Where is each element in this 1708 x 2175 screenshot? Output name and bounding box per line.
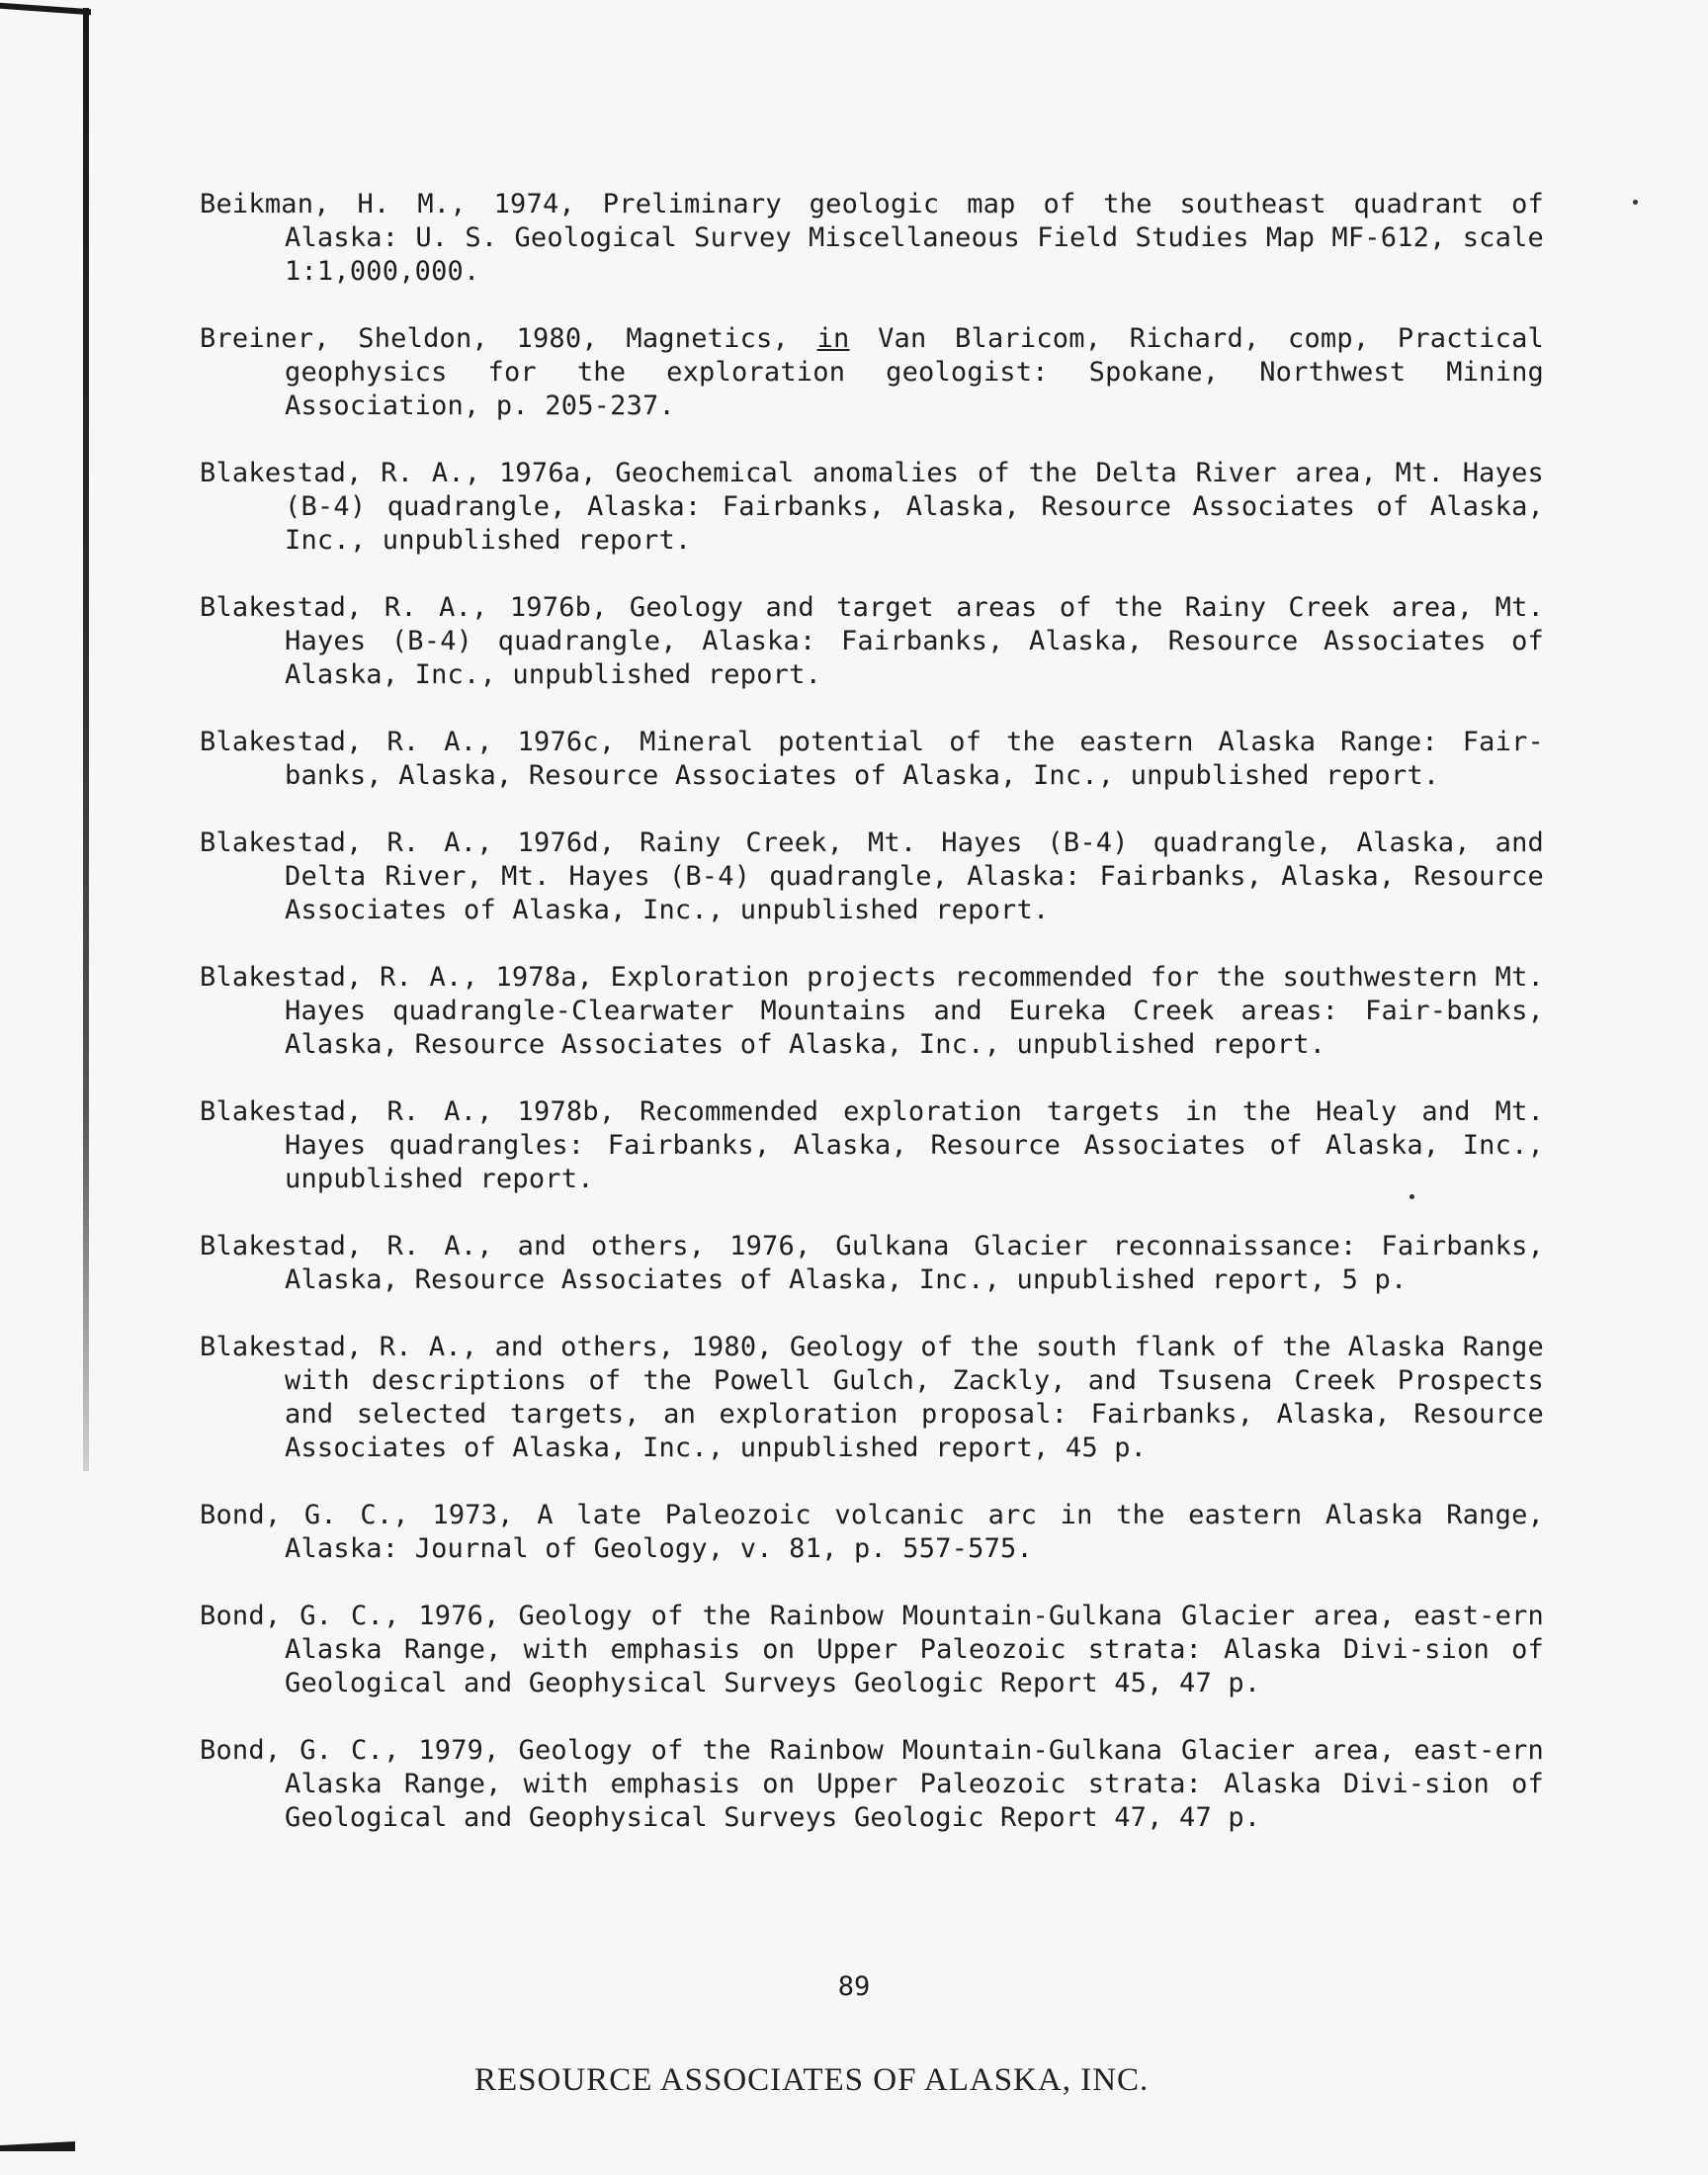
reference-text: Blakestad, R. A., 1978a, Exploration projects recommended for the southwestern Mt. Hayes quadrangle-Clearwater Mountains and Eureka Creek areas: Fair-banks, Alaska, Resource Associates of Alaska, Inc., unpublished report.: [200, 962, 1544, 1060]
reference-text: Beikman, H. M., 1974, Preliminary geologic map of the southeast quadrant of Alaska: U. S. Geological Survey Miscellaneous Field Studies Map MF-612, scale 1:1,000,000.: [200, 189, 1544, 287]
scan-speck: [1633, 200, 1638, 205]
footer-company-name: RESOURCE ASSOCIATES OF ALASKA, INC.: [474, 2062, 1150, 2098]
reference-entry: [200, 591, 1544, 692]
reference-text: Blakestad, R. A., 1976c, Mineral potential of the eastern Alaska Range: Fair-banks, Alaska, Resource Associates of Alaska, Inc., unpublished report.: [200, 727, 1544, 791]
reference-entry: [200, 1230, 1544, 1297]
reference-underlined-text: in: [816, 323, 850, 354]
reference-entry: [200, 1331, 1544, 1465]
reference-text: Bond, G. C., 1979, Geology of the Rainbow Mountain-Gulkana Glacier area, east-ern Alaska Range, with emphasis on Upper Paleozoic strata: Alaska Divi-sion of Geological and Geophysical Surveys Geologic Report 47, 47 p.: [200, 1735, 1544, 1833]
reference-text: Blakestad, R. A., 1978b, Recommended exploration targets in the Healy and Mt. Hayes quadrangles: Fairbanks, Alaska, Resource Associates of Alaska, Inc., unpublished report.: [200, 1096, 1544, 1194]
reference-entry: [200, 726, 1544, 793]
reference-text: Breiner, Sheldon, 1980, Magnetics,: [200, 323, 817, 354]
reference-text: Bond, G. C., 1973, A late Paleozoic volcanic arc in the eastern Alaska Range, Alaska: Journal of Geology, v. 81, p. 557-575.: [200, 1500, 1544, 1564]
reference-entry: [200, 1499, 1544, 1566]
reference-entry: [200, 961, 1544, 1062]
reference-entry: [200, 1600, 1544, 1700]
reference-entry: [200, 1095, 1544, 1196]
reference-entry: [200, 457, 1544, 558]
reference-text: Blakestad, R. A., and others, 1976, Gulkana Glacier reconnaissance: Fairbanks, Alaska, Resource Associates of Alaska, Inc., unpublished report, 5 p.: [200, 1231, 1544, 1295]
page-number: 89: [837, 1971, 871, 2002]
reference-text: Van Blaricom, Richard, comp, Practical geophysics for the exploration geologist: Spokane, Northwest Mining Association, p. 205-237.: [285, 323, 1544, 421]
reference-text: Bond, G. C., 1976, Geology of the Rainbow Mountain-Gulkana Glacier area, east-ern Alaska Range, with emphasis on Upper Paleozoic strata: Alaska Divi-sion of Geological and Geophysical Surveys Geologic Report 45, 47 p.: [200, 1601, 1544, 1698]
reference-entry: [200, 188, 1544, 289]
reference-text: Blakestad, R. A., 1976d, Rainy Creek, Mt. Hayes (B-4) quadrangle, Alaska, and Delta River, Mt. Hayes (B-4) quadrangle, Alaska: Fairbanks, Alaska, Resource Associates of Alaska, Inc., unpublished report.: [200, 827, 1544, 925]
reference-entry: [200, 322, 1544, 423]
reference-text: Blakestad, R. A., 1976b, Geology and target areas of the Rainy Creek area, Mt. Hayes (B-4) quadrangle, Alaska: Fairbanks, Alaska, Resource Associates of Alaska, Inc., unpublished report.: [200, 592, 1544, 690]
reference-entry: [200, 1734, 1544, 1835]
binding-edge: [83, 8, 89, 1471]
reference-list: [200, 188, 1544, 1869]
reference-text: Blakestad, R. A., 1976a, Geochemical anomalies of the Delta River area, Mt. Hayes (B-4) quadrangle, Alaska: Fairbanks, Alaska, Resource Associates of Alaska, Inc., unpublished report.: [200, 458, 1544, 556]
binding-edge-top: [0, 3, 91, 15]
reference-entry: [200, 826, 1544, 927]
reference-text: Blakestad, R. A., and others, 1980, Geology of the south flank of the Alaska Range with descriptions of the Powell Gulch, Zackly, and Tsusena Creek Prospects and selected targets, an exploration proposal: Fairbanks, Alaska, Resource Associates of Alaska, Inc., unpublished report, 45 p.: [200, 1332, 1544, 1463]
binding-edge-bottom: [0, 2141, 75, 2151]
